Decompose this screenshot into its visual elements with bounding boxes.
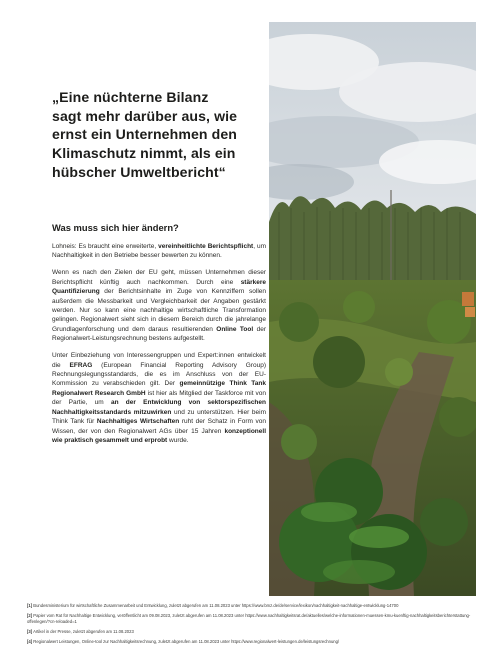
garden-photo-image: [269, 22, 476, 596]
emphasis-text: vereinheitlichte Berichtspflicht: [158, 243, 254, 250]
paragraph-text: , um Nachhaltigkeit in den Betriebe besser bewerten zu können.: [52, 243, 266, 260]
emphasis-text: Nachhaltiges Wirtschaften: [96, 418, 180, 426]
footnote-text: Bundesministerium für wirtschaftliche Zusammenarbeit und Entwicklung, zuletzt abgerufen am 11.08.2023 unter https://www.bmz.de/de/service/lexikon/nachhaltigkeit-nachhaltige-entwicklung-14700: [33, 603, 399, 608]
footnote-number: [2]: [27, 612, 33, 618]
footnote-text: Artikel in der Presse, zuletzt abgerufen am 11.08.2023: [33, 628, 134, 634]
paragraph-text: der Berichtsinhalte im Zuge von Kennziffern sollen außerdem die Messbarkeit und Vergleichbarkeit der Angaben gestärkt werden. Nur so kann eine nachhaltige wirtschaftliche Transformation gelingen. Regionalwert sieht sich in diesem Bereich durch die jahrelange Grundlagenforschung und dem daraus resultierenden: [52, 288, 266, 333]
paragraph-text: (European Financial Reporting Advisory Group) Rechnungslegungsstandards, die es im Anschluss von der EU-Kommission zu verabschieden gilt. Der: [52, 361, 266, 388]
emphasis-text: an der Entwicklung von sektorspezifischen Nachhaltigkeitsstandards mitzuwirken: [52, 399, 266, 416]
footnote-number: [4]: [27, 638, 33, 644]
emphasis-text: konzeptionell wie praktisch gesammelt und erprobt: [52, 427, 266, 444]
quote-line: hübscher Umweltbericht“: [52, 163, 226, 180]
paragraph-text: und zu unterstützen. Hier beim Think Tank für: [52, 408, 266, 426]
quote-line: sagt mehr darüber aus, wie: [52, 107, 238, 124]
footnote-text: Papier vom Rat für Nachhaltige Entwicklung, veröffentlicht am 09.08.2023, zuletzt abgerufen am 11.08.2023 unter https://www.nachhaltigkeitsrat.de/aktuelles/welche-informationen-muessen-kmu-kuenftig-nachhaltigkeitsberichterstattung-offenlegen/?cn-reloaded=1: [27, 612, 471, 624]
garden-photo: [269, 22, 476, 596]
quote-line: ernst ein Unternehmen den: [52, 126, 237, 143]
footnote-text: Regionalwert Leistungen, Online-tool zur Nachhaltigkeitsrechnung, zuletzt abgerufen am 11.08.2023 unter https://www.regionalwert-leistungen.de/leistungsrechnung/: [33, 638, 340, 644]
paragraph: [52, 268, 266, 343]
quote-line: „Eine nüchterne Bilanz: [52, 89, 209, 105]
footnote: [27, 629, 487, 635]
section-heading: Was muss sich hier ändern?: [52, 222, 179, 233]
emphasis-text: Online Tool: [216, 325, 254, 333]
footnote: [27, 603, 487, 609]
pull-quote: [52, 88, 267, 182]
body-text-column: [52, 242, 266, 453]
footnote: [27, 639, 487, 645]
footnotes: [27, 603, 487, 649]
paragraph-text: Unter Einbeziehung von Interessengruppen und Expert:innen entwickelt die: [52, 352, 266, 369]
footnote-number: [1]: [27, 603, 33, 608]
paragraph-text: wurde.: [167, 436, 189, 444]
paragraph-text: ruht der Schatz in Form von Wissen, der von den Regionalwert AGs über 15 Jahren: [52, 418, 267, 435]
emphasis-text: EFRAG: [69, 361, 93, 369]
paragraph: [52, 242, 266, 261]
footnote-number: [3]: [27, 628, 33, 634]
paragraph-text: Wenn es nach den Zielen der EU geht, müssen Unternehmen dieser Berichtspflicht künftig auch nachkommen. Durch eine: [52, 269, 266, 286]
paragraph-text: der Regionalwert-Leistungsrechnung bestens aufgestellt.: [52, 325, 267, 343]
emphasis-text: stärkere Quantifizierung: [52, 278, 266, 296]
footnote: [27, 613, 487, 624]
quote-line: Klimaschutz nimmt, als ein: [52, 145, 236, 162]
paragraph-text: Lohneis: Es braucht eine erweiterte,: [52, 243, 159, 250]
emphasis-text: gemeinnützige Think Tank Regionalwert Research GmbH: [52, 380, 266, 397]
paragraph: [52, 351, 266, 445]
paragraph-text: ist hier als Mitglied der Taskforce mit von der Partie, um: [52, 389, 266, 407]
